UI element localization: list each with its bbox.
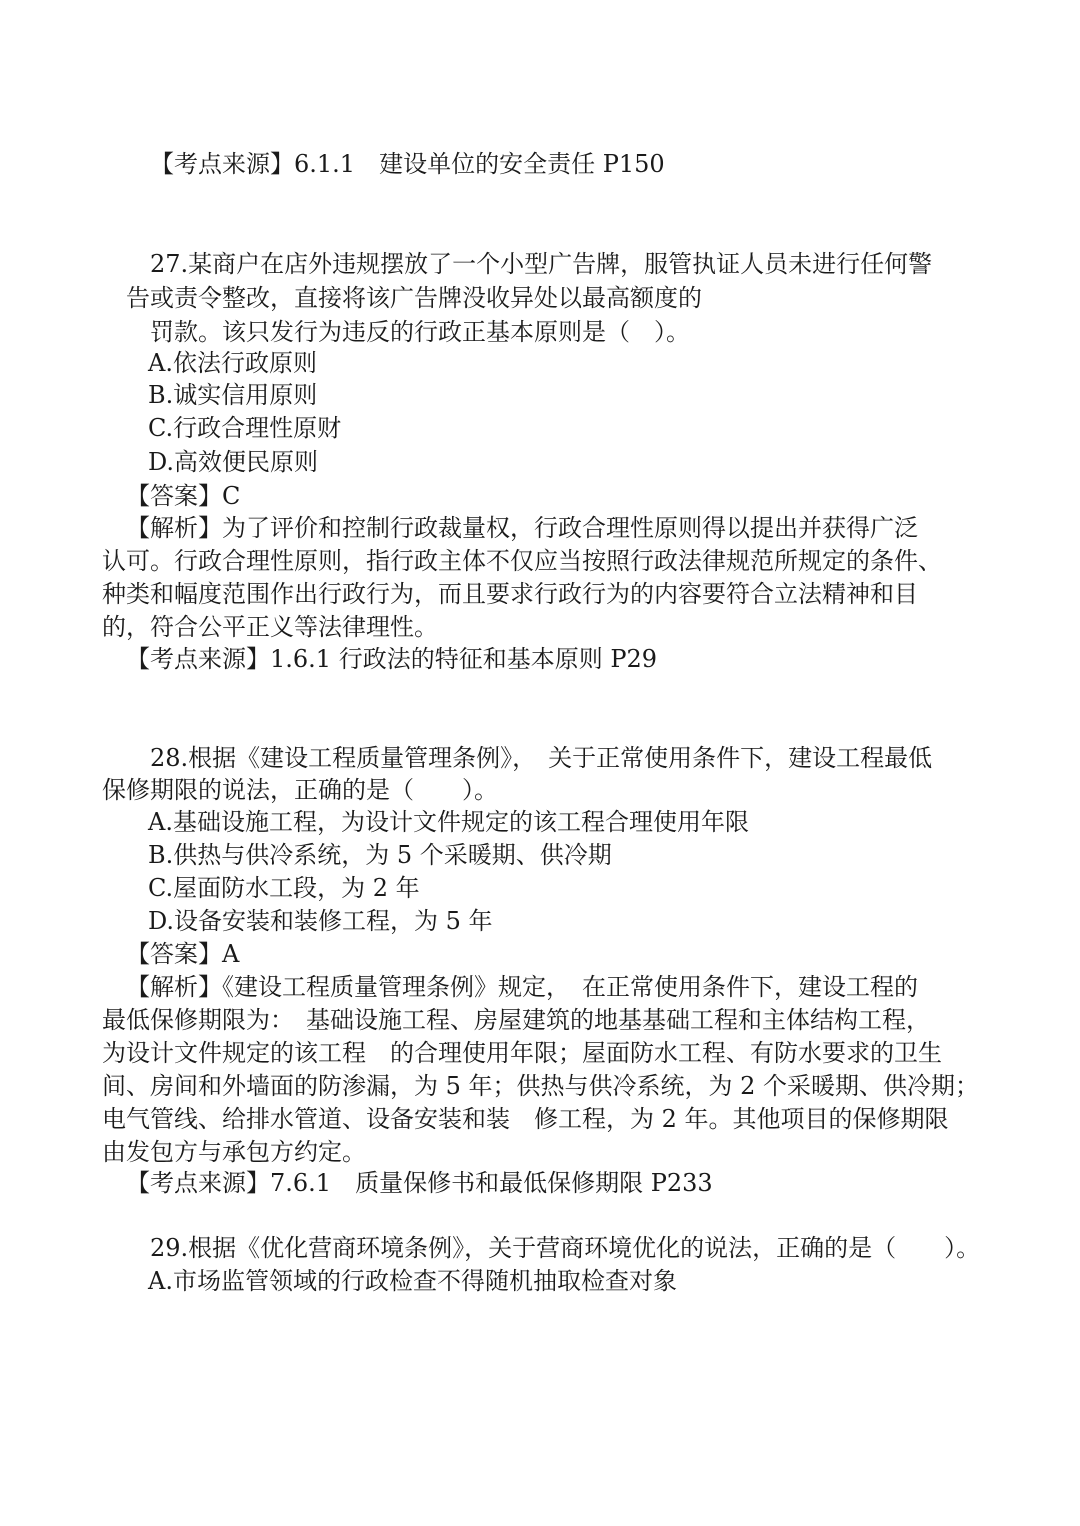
- q27-stem-line-3: 罚款。该只发行为违反的行政正基本原则是（ ）。: [150, 318, 690, 346]
- q28-analysis-line-4: 间、房间和外墙面的防渗漏，为 5 年；供热与供冷系统，为 2 个采暖期、供冷期；: [102, 1072, 980, 1100]
- q29-option-a: A.市场监管领域的行政检查不得随机抽取检查对象: [148, 1267, 677, 1295]
- q28-stem-line-1: 28.根据《建设工程质量管理条例》， 关于正常使用条件下，建设工程最低: [150, 744, 933, 772]
- q28-answer: 【答案】A: [126, 940, 240, 968]
- q27-option-b: B.诚实信用原则: [148, 381, 318, 409]
- q28-source: 【考点来源】7.6.1 质量保修书和最低保修期限 P233: [126, 1169, 713, 1197]
- q27-option-d: D.高效便民原则: [148, 448, 319, 476]
- q27-stem-line-1: 27.某商户在店外违规摆放了一个小型广告牌，服管执证人员未进行任何警: [150, 250, 933, 278]
- q27-analysis-line-1: 【解析】为了评价和控制行政裁量权，行政合理性原则得以提出并获得广泛: [126, 514, 918, 542]
- q28-analysis-line-2: 最低保修期限为： 基础设施工程、房屋建筑的地基基础工程和主体结构工程，: [102, 1006, 930, 1034]
- q27-analysis-line-4: 的，符合公平正义等法律理性。: [102, 613, 438, 641]
- q28-analysis-line-1: 【解析】《建设工程质量管理条例》规定， 在正常使用条件下，建设工程的: [126, 973, 918, 1001]
- q28-option-b: B.供热与供冷系统，为 5 个采暖期、供冷期: [148, 841, 612, 869]
- q28-option-d: D.设备安装和装修工程，为 5 年: [148, 907, 493, 935]
- q26-source: 【考点来源】6.1.1 建设单位的安全责任 P150: [150, 150, 665, 178]
- q28-analysis-line-6: 由发包方与承包方约定。: [102, 1138, 366, 1166]
- q29-stem-line-1: 29.根据《优化营商环境条例》，关于营商环境优化的说法，正确的是（ ）。: [150, 1234, 981, 1262]
- q27-option-a: A.依法行政原则: [148, 349, 317, 377]
- q27-analysis-line-3: 种类和幅度范围作出行政行为，而且要求行政行为的内容要符合立法精神和目: [102, 580, 918, 608]
- q28-analysis-line-3: 为设计文件规定的该工程 的合理使用年限；屋面防水工程、有防水要求的卫生: [102, 1039, 942, 1067]
- q28-analysis-line-5: 电气管线、给排水管道、设备安装和装 修工程，为 2 年。其他项目的保修期限: [102, 1105, 949, 1133]
- q28-option-c: C.屋面防水工段，为 2 年: [148, 874, 420, 902]
- q27-answer: 【答案】C: [126, 482, 241, 510]
- q27-source: 【考点来源】1.6.1 行政法的特征和基本原则 P29: [126, 645, 658, 673]
- q28-stem-line-2: 保修期限的说法，正确的是（ ）。: [102, 776, 498, 804]
- q27-stem-line-2: 告或责令整改，直接将该广告牌没收异处以最高额度的: [126, 284, 702, 312]
- q28-option-a: A.基础设施工程，为设计文件规定的该工程合理使用年限: [148, 808, 749, 836]
- q27-option-c: C.行政合理性原财: [148, 414, 342, 442]
- q27-analysis-line-2: 认可。行政合理性原则，指行政主体不仅应当按照行政法律规范所规定的条件、: [102, 547, 942, 575]
